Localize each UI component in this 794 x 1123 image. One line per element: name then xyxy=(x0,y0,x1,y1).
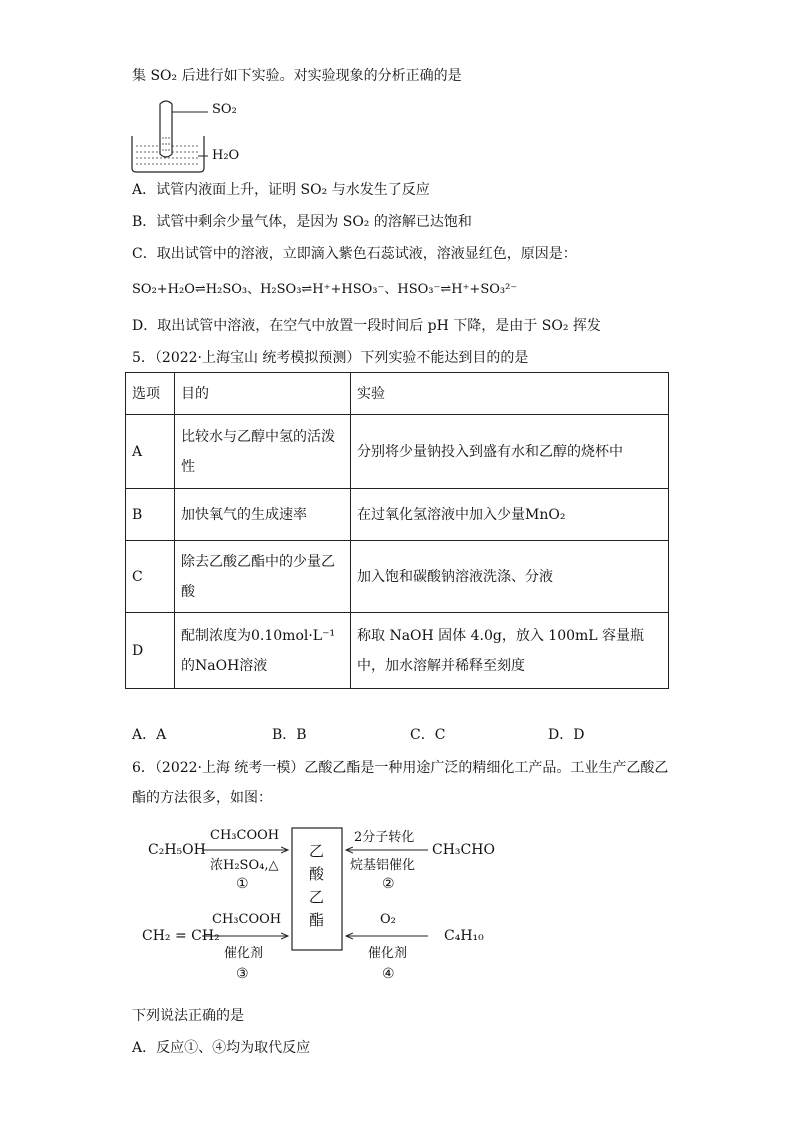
table-header: 实验 xyxy=(351,373,669,415)
so2-apparatus xyxy=(128,98,258,176)
table-cell: 称取 NaOH 固体 4.0g，放入 100mL 容量瓶中，加水溶解并稀释至刻度 xyxy=(351,613,669,689)
r1-number: ① xyxy=(236,876,249,892)
r2-below: 烷基铝催化 xyxy=(350,858,416,873)
table-cell: 分别将少量钠投入到盛有水和乙醇的烧杯中 xyxy=(351,415,669,489)
r3-below: 催化剂 xyxy=(224,946,264,961)
q6-prompt: 下列说法正确的是 xyxy=(132,1008,244,1024)
product-box xyxy=(309,840,324,932)
r2-number: ② xyxy=(382,876,395,892)
q5-choice-c: C．C xyxy=(410,727,446,743)
table-header-row xyxy=(126,373,669,415)
so2-label: SO₂ xyxy=(212,102,237,117)
table-cell: 比较水与乙醇中氢的活泼性 xyxy=(175,415,351,489)
q5-choices xyxy=(132,724,692,746)
apparatus-drawing xyxy=(128,98,258,176)
table-cell: A xyxy=(126,415,175,489)
table-cell: C xyxy=(126,541,175,613)
box-char: 酸 xyxy=(309,865,325,883)
h2o-label: H₂O xyxy=(212,148,240,163)
table-cell: 配制浓度为0.10mol·L⁻¹的NaOH溶液 xyxy=(175,613,351,689)
r4-below: 催化剂 xyxy=(368,946,408,961)
q5-choice-b: B．B xyxy=(272,727,307,743)
box-char: 酯 xyxy=(309,911,325,929)
r1-reactant: C₂H₅OH xyxy=(148,842,206,858)
r4-reactant: C₄H₁₀ xyxy=(444,928,484,944)
q4-option-a: A．试管内液面上升，证明 SO₂ 与水发生了反应 xyxy=(132,182,430,198)
table-row xyxy=(126,489,669,541)
q4-option-c-equation: SO₂+H₂O⇌H₂SO₃、H₂SO₃⇌H⁺+HSO₃⁻、HSO₃⁻⇌H⁺+SO₃²⁻ xyxy=(132,282,518,297)
q4-option-d: D．取出试管中溶液，在空气中放置一段时间后 pH 下降，是由于 SO₂ 挥发 xyxy=(132,318,601,334)
r1-above: CH₃COOH xyxy=(210,828,280,843)
r3-number: ③ xyxy=(236,966,249,982)
table-row xyxy=(126,415,669,489)
r3-reactant: CH₂ = CH₂ xyxy=(142,928,220,944)
table-cell: D xyxy=(126,613,175,689)
synthesis-diagram xyxy=(128,818,508,988)
box-char: 乙 xyxy=(309,888,325,906)
q6-stem-line2: 酯的方法很多，如图： xyxy=(132,790,272,806)
table-row xyxy=(126,541,669,613)
table-row xyxy=(126,613,669,689)
q4-option-c: C．取出试管中的溶液，立即滴入紫色石蕊试液，溶液显红色，原因是： xyxy=(132,246,577,262)
q6-stem-line1: 6．（2022·上海 统考一模）乙酸乙酯是一种用途广泛的精细化工产品。工业生产乙酸乙 xyxy=(132,760,669,776)
r3-above: CH₃COOH xyxy=(212,912,282,927)
table-cell: 在过氧化氢溶液中加入少量MnO₂ xyxy=(351,489,669,541)
q5-choice-a: A．A xyxy=(132,727,167,743)
table-cell: B xyxy=(126,489,175,541)
r2-above: 2分子转化 xyxy=(354,830,415,845)
table-cell: 加快氧气的生成速率 xyxy=(175,489,351,541)
table-header: 目的 xyxy=(175,373,351,415)
q5-stem: 5．（2022·上海宝山 统考模拟预测）下列实验不能达到目的的是 xyxy=(132,350,529,366)
r4-number: ④ xyxy=(382,966,395,982)
r2-reactant: CH₃CHO xyxy=(432,842,495,858)
q4-option-b: B．试管中剩余少量气体，是因为 SO₂ 的溶解已达饱和 xyxy=(132,214,472,230)
r1-below: 浓H₂SO₄,△ xyxy=(210,858,279,873)
table-cell: 加入饱和碳酸钠溶液洗涤、分液 xyxy=(351,541,669,613)
q5-choice-d: D．D xyxy=(548,727,585,743)
q5-table xyxy=(125,372,669,689)
q6-option-a: A．反应①、④均为取代反应 xyxy=(132,1040,311,1056)
q4-stem: 集 SO₂ 后进行如下实验。对实验现象的分析正确的是 xyxy=(132,68,462,84)
box-char: 乙 xyxy=(309,842,325,860)
table-cell: 除去乙酸乙酯中的少量乙酸 xyxy=(175,541,351,613)
table-header: 选项 xyxy=(126,373,175,415)
r4-above: O₂ xyxy=(380,912,396,927)
